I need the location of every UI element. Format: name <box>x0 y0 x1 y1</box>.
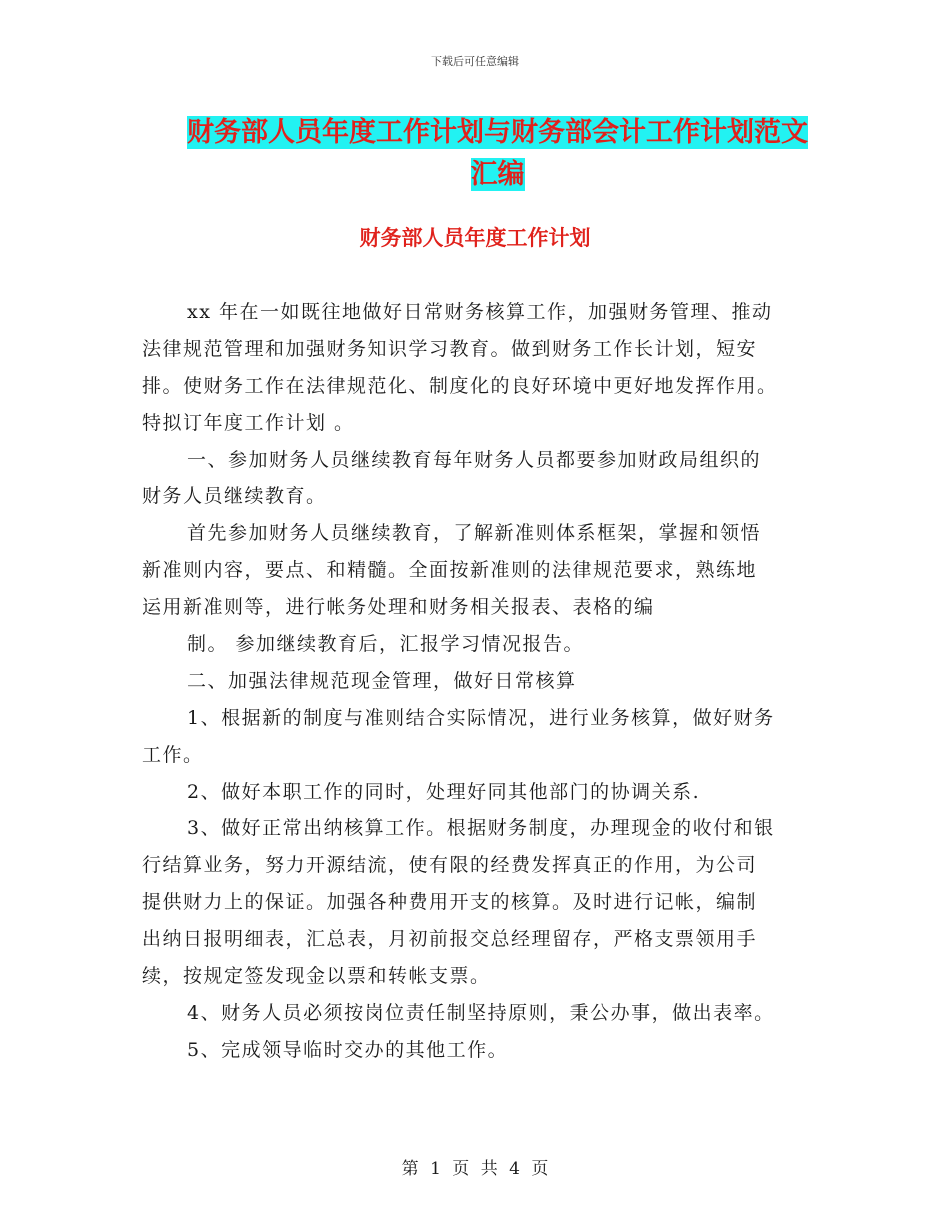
body-line: 一、参加财务人员继续教育每年财务人员都要参加财政局组织的 <box>187 448 762 471</box>
body-line: 续，按规定签发现金以票和转帐支票。 <box>142 965 491 988</box>
body-line: 法律规范管理和加强财务知识学习教育。做到财务工作长计划，短安 <box>142 337 758 360</box>
body-line: 2、做好本职工作的同时，处理好同其他部门的协调关系. <box>187 780 701 803</box>
body-line: 新准则内容，要点、和精髓。全面按新准则的法律规范要求，熟练地 <box>142 559 758 582</box>
body-line: 运用新准则等，进行帐务处理和财务相关报表、表格的编 <box>142 596 655 619</box>
page-footer: 第 1 页 共 4 页 <box>401 1159 549 1179</box>
body-line: 特拟订年度工作计划 。 <box>142 411 355 434</box>
body-line: 财务人员继续教育。 <box>142 485 327 508</box>
body-line: 工作。 <box>142 743 204 766</box>
body-text <box>142 294 812 1069</box>
body-line: 4、财务人员必须按岗位责任制坚持原则，秉公办事，做出表率。 <box>187 1001 775 1024</box>
document-title-line2: 汇编 <box>470 159 525 190</box>
header-note: 下载后可任意编辑 <box>431 55 519 68</box>
body-line: 1、根据新的制度与准则结合实际情况，进行业务核算，做好财务 <box>187 706 775 729</box>
body-line: 排。使财务工作在法律规范化、制度化的良好环境中更好地发挥作用。 <box>142 374 778 397</box>
document-title-line1: 财务部人员年度工作计划与财务部会计工作计划范文 <box>187 117 808 148</box>
body-line: 二、加强法律规范现金管理，做好日常核算 <box>187 669 577 692</box>
section-title: 财务部人员年度工作计划 <box>359 226 591 250</box>
document-title <box>140 112 855 196</box>
body-line: 出纳日报明细表，汇总表，月初前报交总经理留存，严格支票领用手 <box>142 928 758 951</box>
body-line: xx 年在一如既往地做好日常财务核算工作，加强财务管理、推动 <box>187 301 773 323</box>
body-line: 首先参加财务人员继续教育，了解新准则体系框架，掌握和领悟 <box>187 522 762 545</box>
body-line: 行结算业务，努力开源结流，使有限的经费发挥真正的作用，为公司 <box>142 854 758 877</box>
body-line: 3、做好正常出纳核算工作。根据财务制度，办理现金的收付和银 <box>187 817 775 840</box>
body-line: 提供财力上的保证。加强各种费用开支的核算。及时进行记帐，编制 <box>142 891 758 914</box>
body-line: 5、完成领导临时交办的其他工作。 <box>187 1038 509 1061</box>
body-line: 制。 参加继续教育后，汇报学习情况报告。 <box>187 633 585 656</box>
